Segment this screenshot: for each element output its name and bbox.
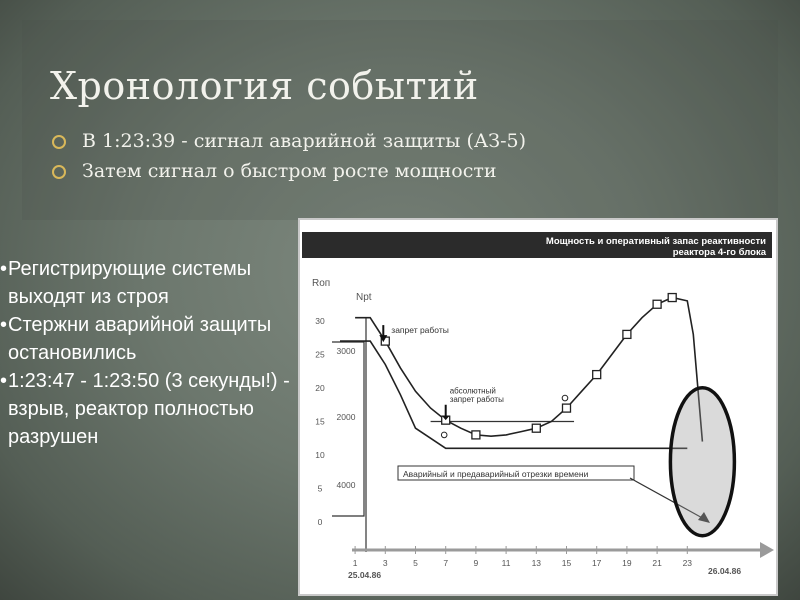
y1-tick-label: 15	[315, 416, 325, 427]
side-note-text: 1:23:47 - 1:23:50 (3 секунды!) - взрыв, реактор полностью разрушен	[8, 370, 290, 448]
chart-annotation: запрет работы	[449, 395, 504, 405]
x-axis-arrow-icon	[760, 542, 774, 558]
side-note-text: Стержни аварийной защиты остановились	[8, 314, 272, 364]
bullet-item	[50, 130, 526, 160]
y1-axis	[315, 316, 325, 527]
x-tick-label: 17	[591, 558, 602, 568]
y2-tick-label: 3000	[336, 346, 356, 356]
x-tick-label: 9	[473, 558, 479, 568]
bullet-text: В 1:23:39 - сигнал аварийной защиты (АЗ-5)	[82, 130, 527, 152]
annotation-layer	[379, 325, 734, 536]
series-layer	[340, 294, 702, 449]
side-note-text: Регистрирующие системы выходят из строя	[8, 258, 252, 308]
series-line-0	[355, 298, 702, 442]
ring-bullet-icon	[52, 165, 66, 179]
y2-axis-label: Npt	[356, 292, 372, 303]
chart-annotation: Аварийный и предаварийный отрезки времени	[403, 469, 589, 479]
y1-tick-label: 25	[315, 349, 325, 360]
chart-title: Мощность и оперативный запас реактивности	[545, 236, 766, 247]
bullet-text: Затем сигнал о быстром росте мощности	[82, 160, 497, 182]
bullet-dot-icon: •	[0, 314, 8, 336]
y2-tick-label: 2000	[336, 412, 356, 422]
y2-axis	[332, 317, 366, 552]
series-marker-square	[472, 431, 480, 439]
y1-tick-label: 10	[315, 450, 325, 460]
bullet-list	[50, 130, 526, 190]
x-tick-label: 13	[531, 558, 542, 568]
chart-annotation: абсолютный	[449, 386, 496, 396]
x-tick-label: 3	[382, 558, 388, 568]
y1-tick-label: 0	[317, 517, 323, 527]
highlight-ellipse	[670, 388, 734, 536]
y1-axis-label: Rоп	[312, 278, 331, 289]
y1-tick-label: 20	[315, 383, 325, 393]
series-marker-circle	[441, 432, 447, 438]
ring-bullet-icon	[52, 135, 66, 149]
series-line-1	[340, 341, 687, 448]
bullet-dot-icon: •	[0, 370, 8, 392]
y1-tick-label: 30	[315, 316, 325, 326]
date-start-label: 25.04.86	[348, 570, 382, 580]
y2-tick-label: 4000	[336, 480, 356, 490]
y1-tick-label: 5	[317, 483, 323, 494]
series-marker-square	[593, 371, 601, 379]
x-tick-label: 23	[682, 558, 693, 568]
x-tick-label: 21	[652, 558, 662, 568]
chart-annotation: запрет работы	[391, 325, 449, 336]
chart-subtitle: реактора 4-го блока	[672, 247, 766, 258]
series-marker-square	[563, 404, 571, 412]
x-tick-label: 1	[352, 558, 358, 568]
x-tick-label: 15	[561, 558, 572, 568]
x-tick-label: 11	[501, 558, 511, 568]
x-tick-label: 7	[443, 558, 449, 568]
series-marker-square	[532, 424, 540, 432]
slide-title: Хронология событий	[50, 64, 479, 108]
side-notes	[0, 255, 300, 451]
side-note	[0, 311, 300, 367]
x-tick-label: 5	[413, 558, 418, 568]
x-axis	[352, 542, 774, 568]
chart-frame	[298, 218, 778, 596]
series-marker-square	[653, 300, 661, 308]
date-end-label: 26.04.86	[708, 566, 742, 576]
series-marker-circle	[562, 395, 568, 401]
x-tick-label: 19	[622, 558, 632, 568]
side-note	[0, 367, 300, 451]
title-panel	[22, 20, 778, 220]
series-marker-square	[668, 294, 676, 302]
side-note	[0, 255, 300, 311]
bullet-dot-icon: •	[0, 258, 8, 280]
power-reactivity-chart	[300, 220, 776, 594]
series-marker-square	[623, 330, 631, 338]
bullet-item	[50, 160, 526, 190]
